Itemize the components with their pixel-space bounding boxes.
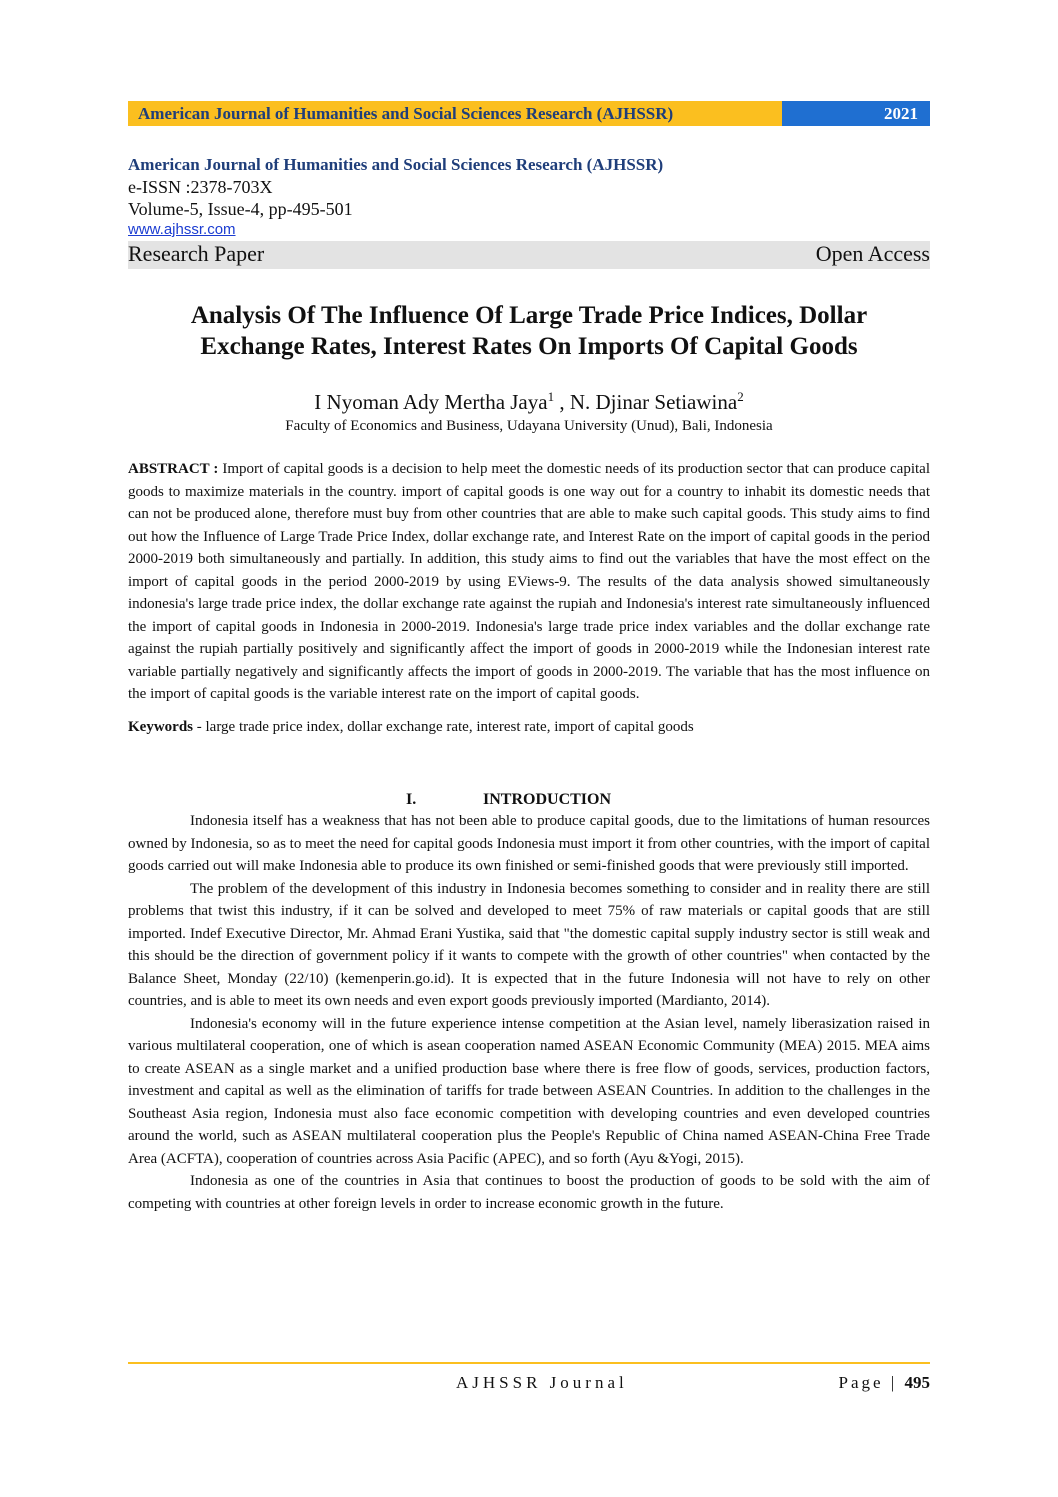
- author-list: [128, 384, 930, 415]
- paragraph: Indonesia's economy will in the future experience intense competition at the Asian level, namely liberasization raised in various multilateral cooperation, one of which is asean cooperation named ASEAN Economic Community (MEA) 2015. MEA aims to create ASEAN as a single market and a unified production base where there is free flow of goods, services, production factors, investment and capital as well as the elimination of tariffs for trade between ASEAN Countries. In addition to the challenges in the Southeast Asia region, Indonesia must also face economic competition with developing countries and even developed countries around the world, such as ASEAN multilateral cooperation plus the People's Republic of China named ASEAN-China Free Trade Area (ACFTA), cooperation of countries across Asia Pacific (APEC), and so forth (Ayu &Yogi, 2015).: [128, 1015, 930, 1167]
- access-type: Open Access: [815, 241, 930, 266]
- section-title: INTRODUCTION: [483, 791, 612, 808]
- paragraph: The problem of the development of this industry in Indonesia becomes something to consider and in reality there are still problems that twist this industry, if it can be solved and developed to meet 75% of raw materials or capital goods that are still imported. Indef Executive Director, Mr. Ahmad Erani Yustika, said that "the domestic capital supply industry sector is still weak and this should be the direction of government policy if it wants to compete with the growth of other countries" when contacted by the Balance Sheet, Monday (22/10) (kemenperin.go.id). It is expected that in the future Indonesia will not have to rely on other countries, and is able to meet its own needs and even export goods previously imported (Mardianto, 2014).: [128, 880, 930, 1009]
- running-header-year: 2021: [782, 101, 930, 126]
- title-line-2: Exchange Rates, Interest Rates On Imports Of Capital Goods: [200, 333, 858, 360]
- footer-journal: AJHSSR Journal: [456, 1373, 628, 1392]
- paper-type-bar: [128, 241, 930, 269]
- abstract-text: Import of capital goods is a decision to help meet the domestic needs of its production sector that can produce capital goods to maximize materials in the country. import of capital goods is one way out for a country to inhabit its domestic needs that can not be produced alone, therefore must buy from other countries that are able to make such capital goods. This study aims to find out how the Influence of Large Trade Price Index, dollar exchange rate, and Interest Rate on the import of capital goods in the period 2000-2019 both simultaneously and partially. In addition, this study aims to find out the variables that have the most effect on the import of capital goods in the period 2000-2019 by using EViews-9. The results of the data analysis showed simultaneously indonesia's large trade price index, the dollar exchange rate against the rupiah and Indonesia's interest rate simultaneously influenced the import of capital goods in Indonesia in 2000-2019. Indonesia's large trade price index variables and the dollar exchange rate against the rupiah partially positively and significantly affect the import of goods in 2000-2019 while the Indonesian interest rate variable partially negatively and significantly affects the import of goods in 2000-2019. The variable that has the most influence on the import of capital goods is the variable interest rate on the import of capital goods.: [128, 461, 930, 702]
- author-separator: ,: [554, 390, 570, 414]
- footer-divider: [128, 1362, 930, 1364]
- abstract: [128, 458, 930, 706]
- paragraph: Indonesia itself has a weakness that has not been able to produce capital goods, due to the limitations of human resources owned by Indonesia, so as to meet the need for capital goods Indonesia must import it from other countries, with the import of capital goods carried out will make Indonesia able to produce its own finished or semi-finished goods that were previously still imported.: [128, 813, 930, 874]
- footer-page-label: Page |: [838, 1373, 905, 1392]
- running-header: [128, 101, 930, 126]
- paragraph: Indonesia as one of the countries in Asia that continues to boost the production of goods to be sold with the aim of competing with countries at other foreign levels in order to increase economic growth in the future.: [128, 1173, 930, 1212]
- paper-type: Research Paper: [128, 241, 265, 266]
- journal-volume: Volume-5, Issue-4, pp-495-501: [128, 199, 353, 219]
- journal-info: [128, 154, 930, 269]
- keywords-label: Keywords: [128, 719, 193, 735]
- author-2: N. Djinar Setiawina: [569, 390, 738, 414]
- author-1: I Nyoman Ady Mertha Jaya: [314, 390, 548, 414]
- author-2-affiliation-mark: 2: [737, 389, 744, 404]
- affiliation: Faculty of Economics and Business, Udayana University (Unud), Bali, Indonesia: [285, 418, 773, 434]
- introduction-body: [128, 810, 930, 1215]
- title-line-1: Analysis Of The Influence Of Large Trade Price Indices, Dollar: [190, 302, 868, 329]
- footer-page: [839, 1373, 930, 1393]
- paper-title: [128, 300, 930, 362]
- journal-issn: e-ISSN :2378-703X: [128, 177, 273, 197]
- journal-url-link[interactable]: www.ajhssr.com: [128, 221, 236, 238]
- page-number: 495: [904, 1373, 930, 1392]
- keywords-text: - large trade price index, dollar exchange rate, interest rate, import of capital goods: [193, 719, 694, 735]
- running-header-journal: American Journal of Humanities and Social Sciences Research (AJHSSR): [128, 101, 782, 126]
- abstract-label: ABSTRACT :: [128, 461, 219, 477]
- keywords: [128, 716, 930, 739]
- journal-name: American Journal of Humanities and Social Sciences Research (AJHSSR): [128, 155, 664, 174]
- section-number: I.: [406, 791, 417, 808]
- author-1-affiliation-mark: 1: [547, 389, 555, 404]
